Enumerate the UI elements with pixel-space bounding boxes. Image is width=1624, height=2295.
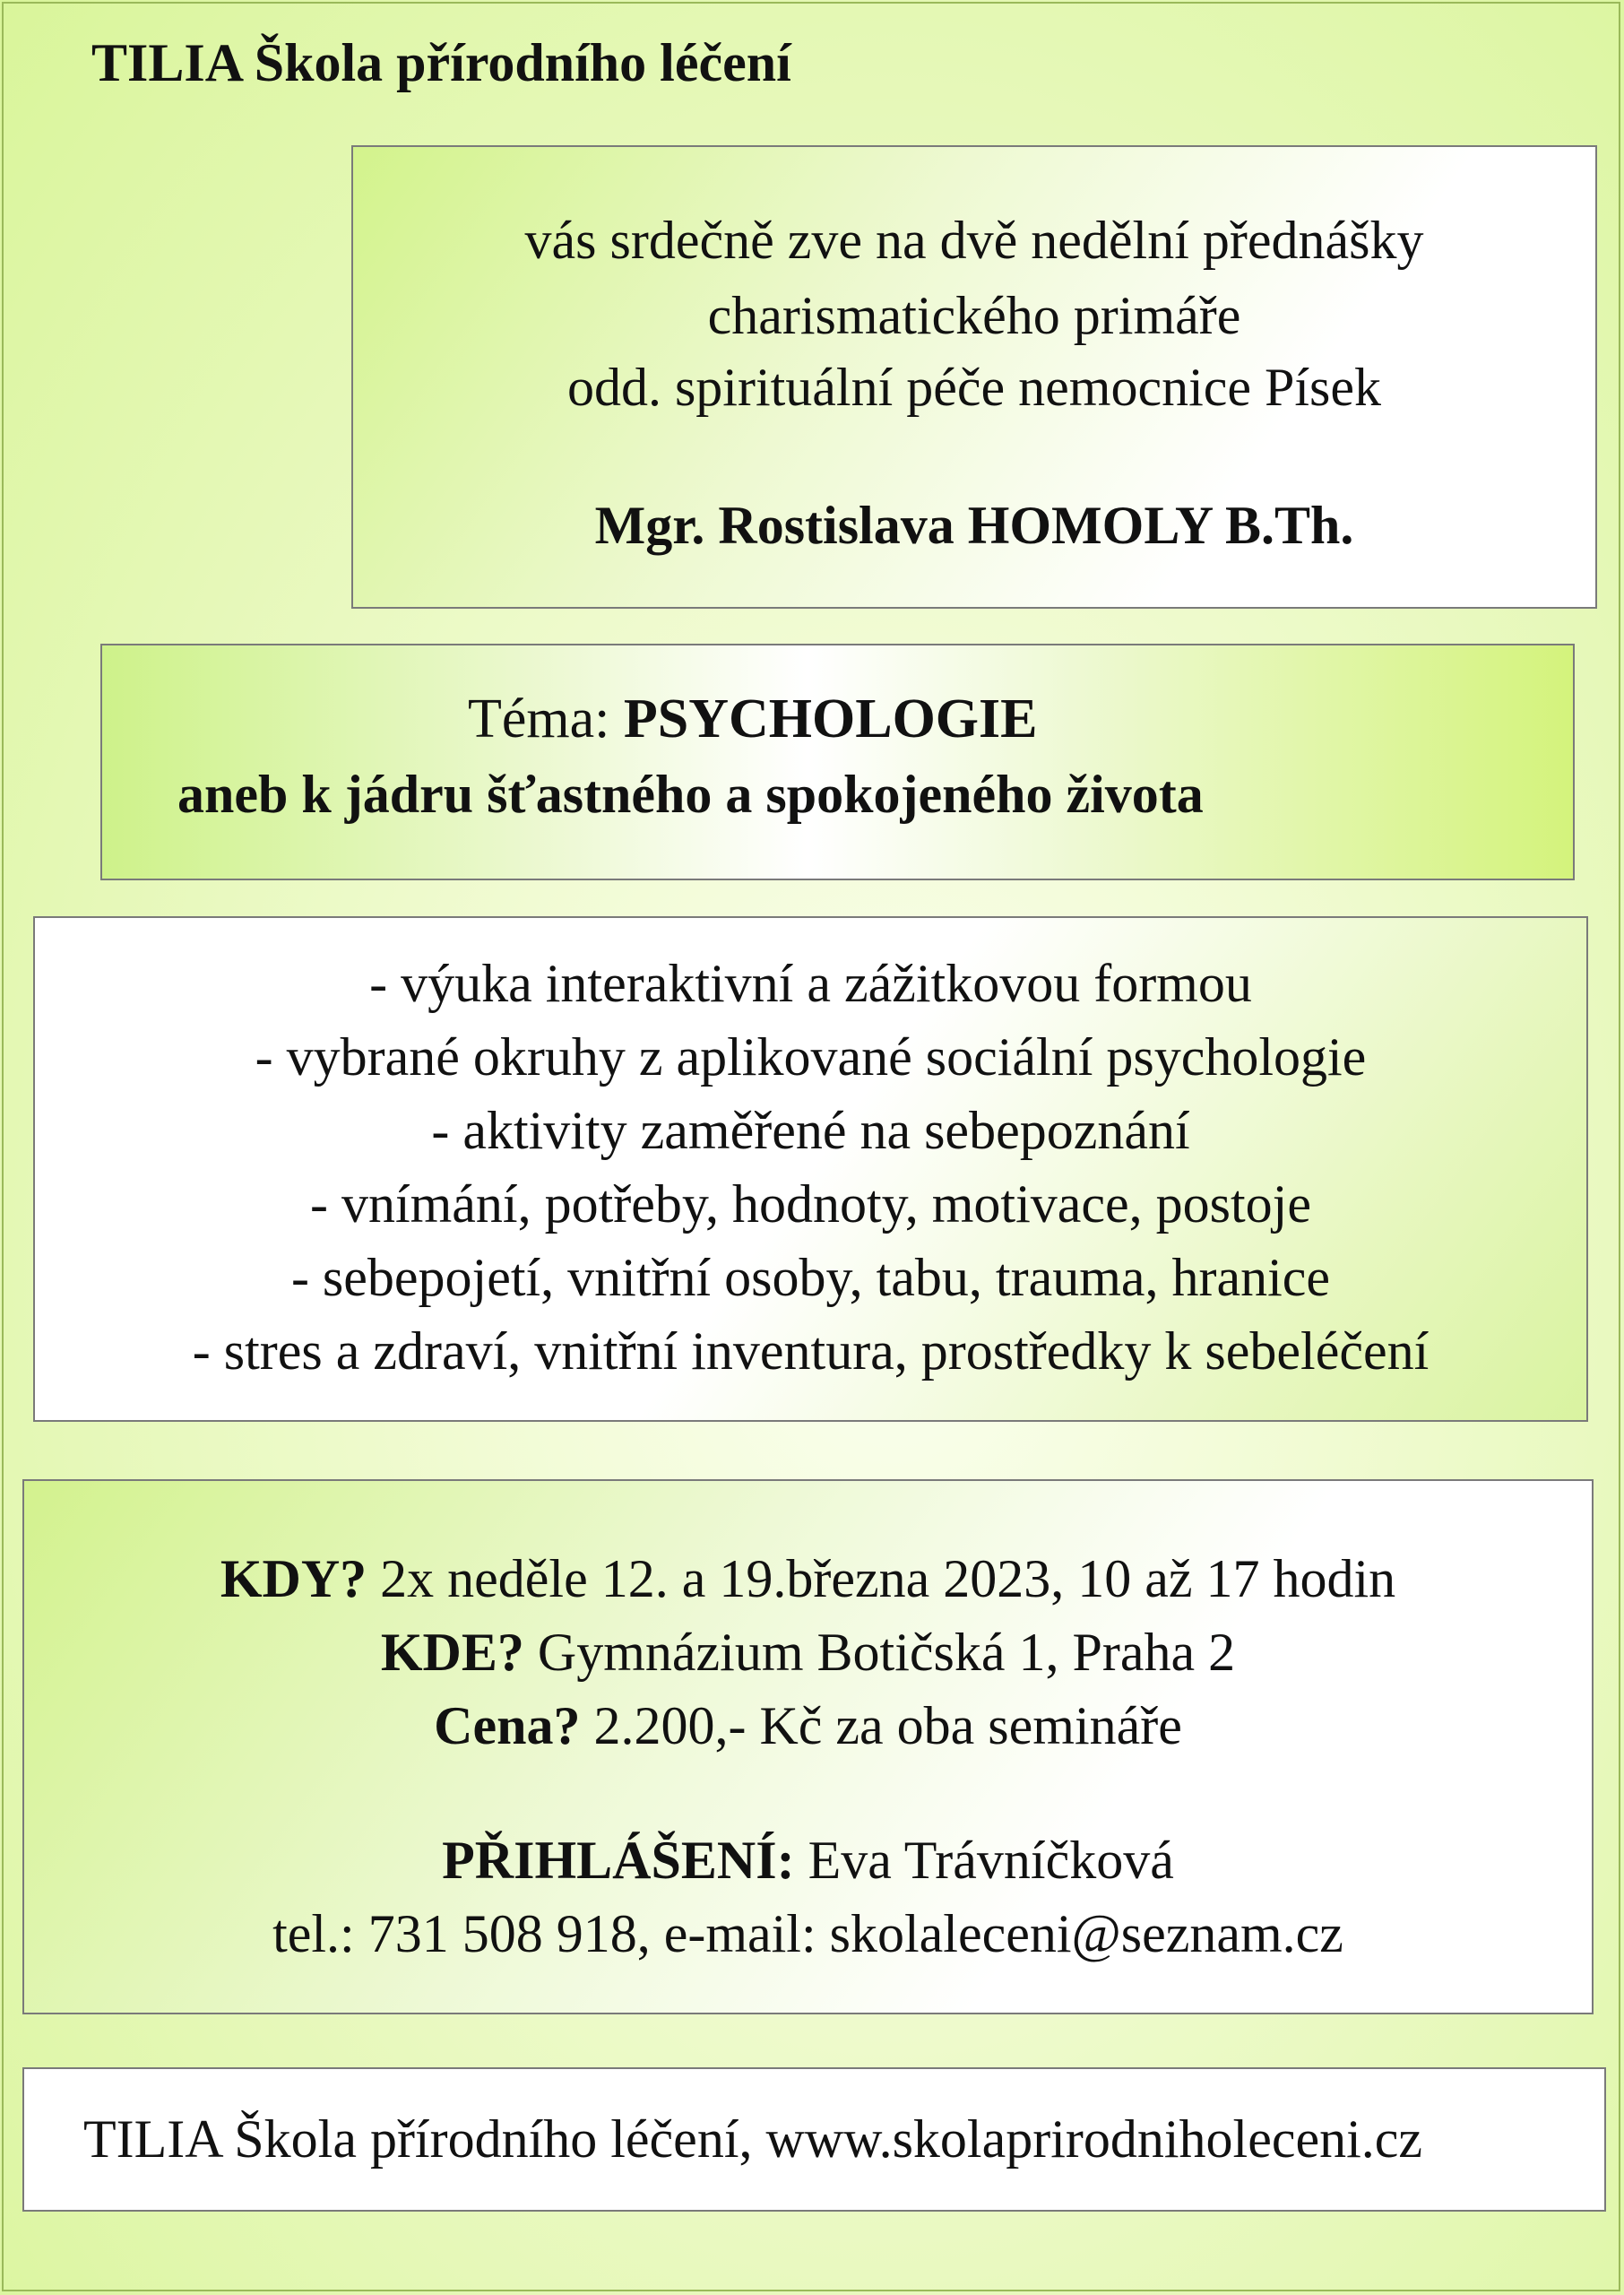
signup-label: PŘIHLÁŠENÍ: [442,1831,795,1890]
theme-subtitle: aneb k jádru šťastného a spokojeného života [177,765,1204,824]
theme-label: Téma: [468,688,610,749]
topic-item: - stres a zdraví, vnitřní inventura, prostředky k sebeléčení [192,1321,1430,1381]
theme-topic: PSYCHOLOGIE [623,688,1038,749]
contact-line: tel.: 731 508 918, e-mail: skolaleceni@seznam.cz [272,1904,1343,1963]
where-row [24,1615,1592,1689]
invitation-line-2: charismatického primáře [707,286,1241,345]
event-info-box [22,1479,1594,2014]
topic-item: - vybrané okruhy z aplikované sociální psychologie [255,1027,1367,1087]
where-value: Gymnázium Botičská 1, Praha 2 [537,1623,1236,1682]
price-row [24,1689,1592,1762]
price-value: 2.200,- Kč za oba semináře [593,1696,1182,1755]
footer-text: TILIA Škola přírodního léčení, www.skolaprirodniholeceni.cz [83,2109,1423,2169]
speaker-name: Mgr. Rostislava HOMOLY B.Th. [594,496,1354,555]
topic-item: - sebepojetí, vnitřní osoby, tabu, trauma, hranice [290,1248,1331,1307]
topics-box [33,916,1588,1422]
where-label: KDE? [380,1623,524,1682]
when-label: KDY? [220,1549,367,1608]
price-label: Cena? [434,1696,581,1755]
topic-item: - výuka interaktivní a zážitkovou formou [369,954,1252,1013]
page-title: TILIA Škola přírodního léčení [91,33,791,92]
topic-item: - aktivity zaměřené na sebepoznání [431,1101,1190,1160]
signup-row [24,1823,1592,1897]
theme-box [100,644,1575,880]
invitation-line-3: odd. spirituální péče nemocnice Písek [566,358,1382,417]
invitation-line-1: vás srdečně zve na dvě nedělní přednášky [524,211,1424,270]
when-value: 2x neděle 12. a 19.března 2023, 10 až 17 hodin [380,1549,1396,1608]
when-row [24,1542,1592,1615]
invitation-box [351,145,1597,609]
signup-name: Eva Trávníčková [808,1831,1174,1890]
footer-box [22,2067,1606,2212]
topic-item: - vnímání, potřeby, hodnoty, motivace, postoje [309,1174,1311,1234]
